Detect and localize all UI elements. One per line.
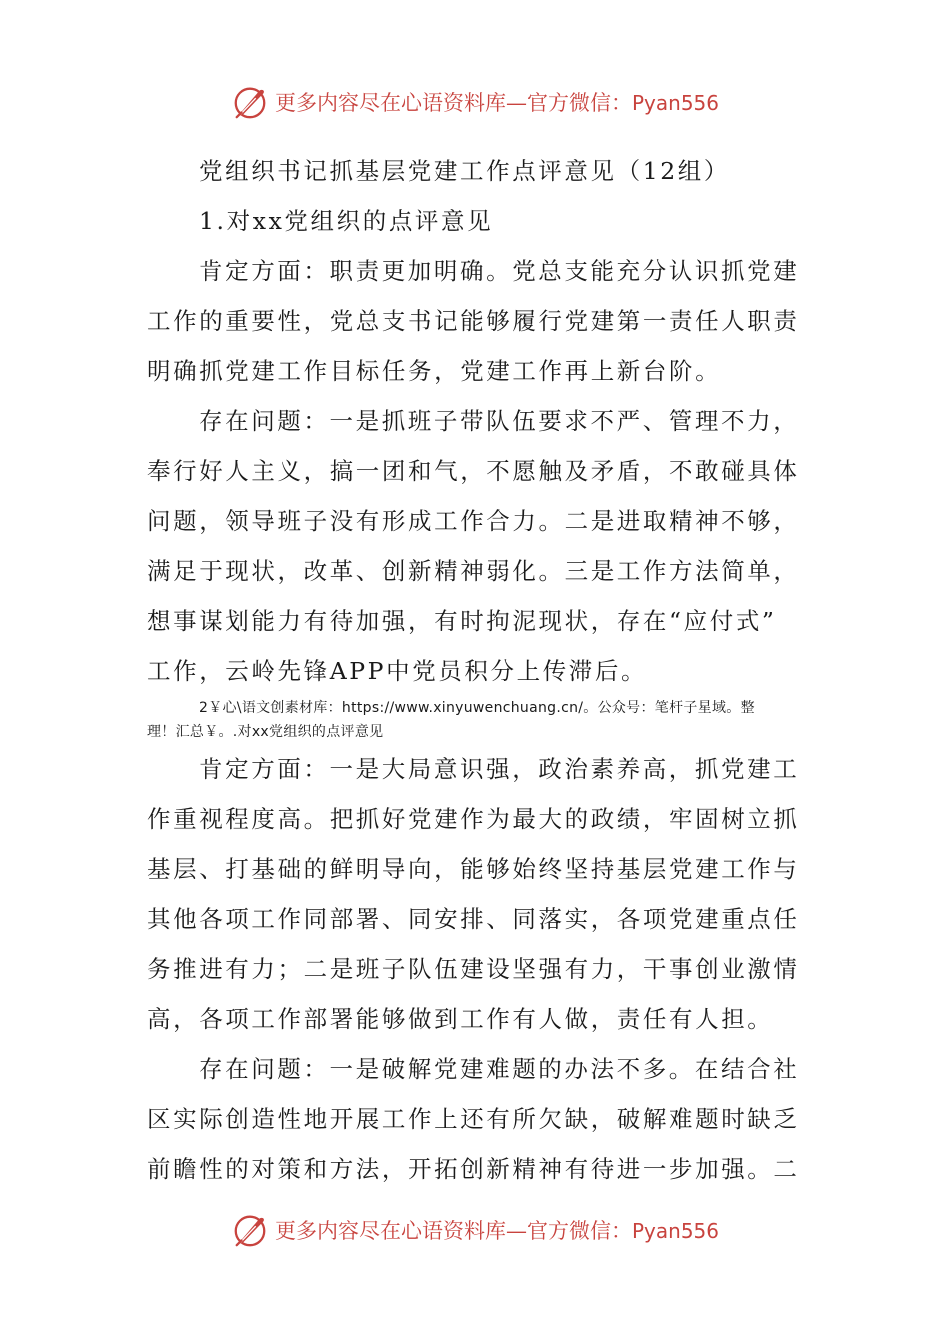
source-note-line: 2￥心\语文创素材库：https://www.xinyuwenchuang.cn/。公众号：笔杆子星域。整 — [199, 700, 755, 716]
banner-main-text: 更多内容尽在心语资料库 — [274, 91, 506, 115]
text-line: 奉行好人主义，搞一团和气，不愿触及矛盾，不敢碰具体 — [147, 457, 800, 485]
text-line: 明确抓党建工作目标任务，党建工作再上新台阶。 — [147, 357, 722, 385]
text-line: 问题，领导班子没有形成工作合力。二是进取精神不够， — [147, 507, 800, 535]
quill-pen-logo-icon — [231, 1211, 269, 1249]
text-line: 满足于现状，改革、创新精神弱化。三是工作方法简单， — [147, 557, 800, 585]
text-line: 肯定方面：职责更加明确。党总支能充分认识抓党建 — [199, 257, 800, 285]
text-line: 区实际创造性地开展工作上还有所欠缺，破解难题时缺乏 — [147, 1105, 800, 1133]
source-note-line: 理！汇总￥。.对xx党组织的点评意见 — [147, 724, 384, 740]
banner-separator: — — [505, 1219, 527, 1243]
text-line: 其他各项工作同部署、同安排、同落实，各项党建重点任 — [147, 905, 800, 933]
banner-text — [275, 87, 719, 117]
text-line: 作重视程度高。把抓好党建作为最大的政绩，牢固树立抓 — [147, 805, 800, 833]
text-line: 工作，云岭先锋APP中党员积分上传滞后。 — [147, 657, 648, 685]
banner-main-text: 更多内容尽在心语资料库 — [274, 1219, 506, 1243]
source-note — [147, 696, 807, 744]
text-line: 肯定方面：一是大局意识强，政治素养高，抓党建工 — [199, 755, 800, 783]
text-line: 存在问题：一是抓班子带队伍要求不严、管理不力， — [199, 407, 800, 435]
text-line: 前瞻性的对策和方法，开拓创新精神有待进一步加强。二 — [147, 1155, 800, 1183]
text-line: 1.对xx党组织的点评意见 — [199, 207, 494, 235]
text-line: 务推进有力；二是班子队伍建设坚强有力，干事创业激情 — [147, 955, 800, 983]
text-line: 高，各项工作部署能够做到工作有人做，责任有人担。 — [147, 1005, 774, 1033]
banner-label: 官方微信： — [526, 1219, 632, 1243]
banner-separator: — — [505, 91, 527, 115]
footer-watermark-banner — [0, 1208, 950, 1252]
banner-label: 官方微信： — [526, 91, 632, 115]
text-line: 存在问题：一是破解党建难题的办法不多。在结合社 — [199, 1055, 800, 1083]
document-section-2 — [147, 744, 807, 1194]
text-line: 党组织书记抓基层党建工作点评意见（12组） — [199, 157, 731, 185]
quill-pen-logo-icon — [231, 83, 269, 121]
banner-handle: Pyan556 — [631, 1219, 719, 1243]
banner-handle: Pyan556 — [631, 91, 719, 115]
text-line: 基层、打基础的鲜明导向，能够始终坚持基层党建工作与 — [147, 855, 800, 883]
text-line: 工作的重要性，党总支书记能够履行党建第一责任人职责 — [147, 307, 800, 335]
document-section-1 — [147, 146, 807, 696]
document-body — [147, 146, 807, 1194]
text-line: 想事谋划能力有待加强，有时拘泥现状，存在“应付式” — [147, 607, 777, 635]
banner-text — [275, 1215, 719, 1245]
header-watermark-banner — [0, 80, 950, 124]
